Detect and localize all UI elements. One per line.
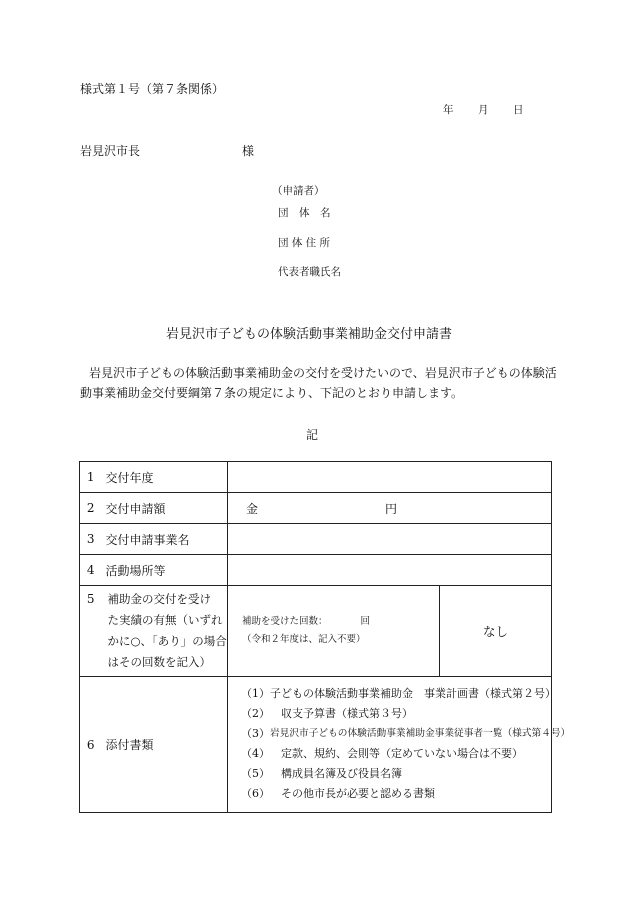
table-row [80,462,552,493]
attachment-item: （1） 子どもの体験活動事業補助金 事業計画書（様式第２号） [241,687,556,700]
row-number: 2 [80,493,102,524]
table-row [80,493,552,524]
table-row [80,586,552,677]
row-label-fiscal-year: 交付年度 [102,462,228,493]
project-name-field[interactable] [228,524,552,555]
row-label-amount: 交付申請額 [102,493,228,524]
attachment-item: （2） 収支予算書（様式第３号） [241,707,413,720]
body-line-2: 動事業補助金交付要綱第７条の規定により、下記のとおり申請します。 [80,386,464,400]
table-row [80,524,552,555]
table-row [80,677,552,813]
attachment-item: （5） 構成員名簿及び役員名簿 [241,767,402,780]
attachment-item: （4） 定款、規約、会則等（定めていない場合は不要） [241,747,523,760]
row-number: 1 [80,462,102,493]
ki-mark: 記 [306,428,319,442]
past-grants-label-line: 補助金の交付を受け [107,592,211,606]
date-year: 年 [443,104,454,116]
date-day: 日 [513,104,524,116]
row-label-attachments: 添付書類 [102,677,228,813]
addressee-name: 岩見沢市長 [80,144,141,158]
row-label-activity-location: 活動場所等 [102,555,228,586]
row-number: 3 [80,524,102,555]
grant-count-label: 補助を受けた回数： [242,616,328,627]
attachment-item: （3） 岩見沢市子どもの体験活動事業補助金事業従事者一覧（様式第４号） [241,727,571,740]
grant-count-note: （令和２年度は、記入不要） [242,634,366,645]
row-number: 5 [80,586,102,677]
attachment-item: （6） その他市長が必要と認める書類 [241,787,435,800]
applicant-rep-name: 代表者職氏名 [278,266,341,278]
applicant-heading: （申請者） [272,185,325,197]
row-number: 4 [80,555,102,586]
fiscal-year-field[interactable] [228,462,552,493]
attachments-cell [228,677,571,813]
table-row [80,555,552,586]
body-line-1: 岩見沢市子どもの体験活動事業補助金の交付を受けたいので、岩見沢市子どもの体験活 [89,366,557,380]
past-grants-label-line: た実績の有無（いずれ [107,613,223,627]
past-grants-label-line: かに○、「あり」の場合 [107,634,227,648]
document-title: 岩見沢市子どもの体験活動事業補助金交付申請書 [166,327,453,342]
amount-suffix: 円 [385,501,398,516]
application-table [79,461,571,813]
row-label-past-grants [102,586,228,677]
addressee-honorific: 様 [242,144,255,158]
applicant-org-address: 団 体 住 所 [278,237,331,249]
applicant-org-name: 団 体 名 [278,207,331,219]
form-number: 様式第１号（第７条関係） [80,82,225,96]
row-label-project-name: 交付申請事業名 [102,524,228,555]
activity-location-field[interactable] [228,555,552,586]
row-number: 6 [80,677,102,813]
grant-count-unit: 回 [360,616,371,627]
past-grants-none-cell[interactable]: なし [440,586,552,677]
date-month: 月 [478,104,489,116]
past-grants-yes-cell[interactable] [228,586,440,677]
past-grants-label-line: はその回数を記入） [107,655,211,669]
amount-prefix: 金 [246,501,259,516]
amount-field[interactable] [228,493,552,524]
